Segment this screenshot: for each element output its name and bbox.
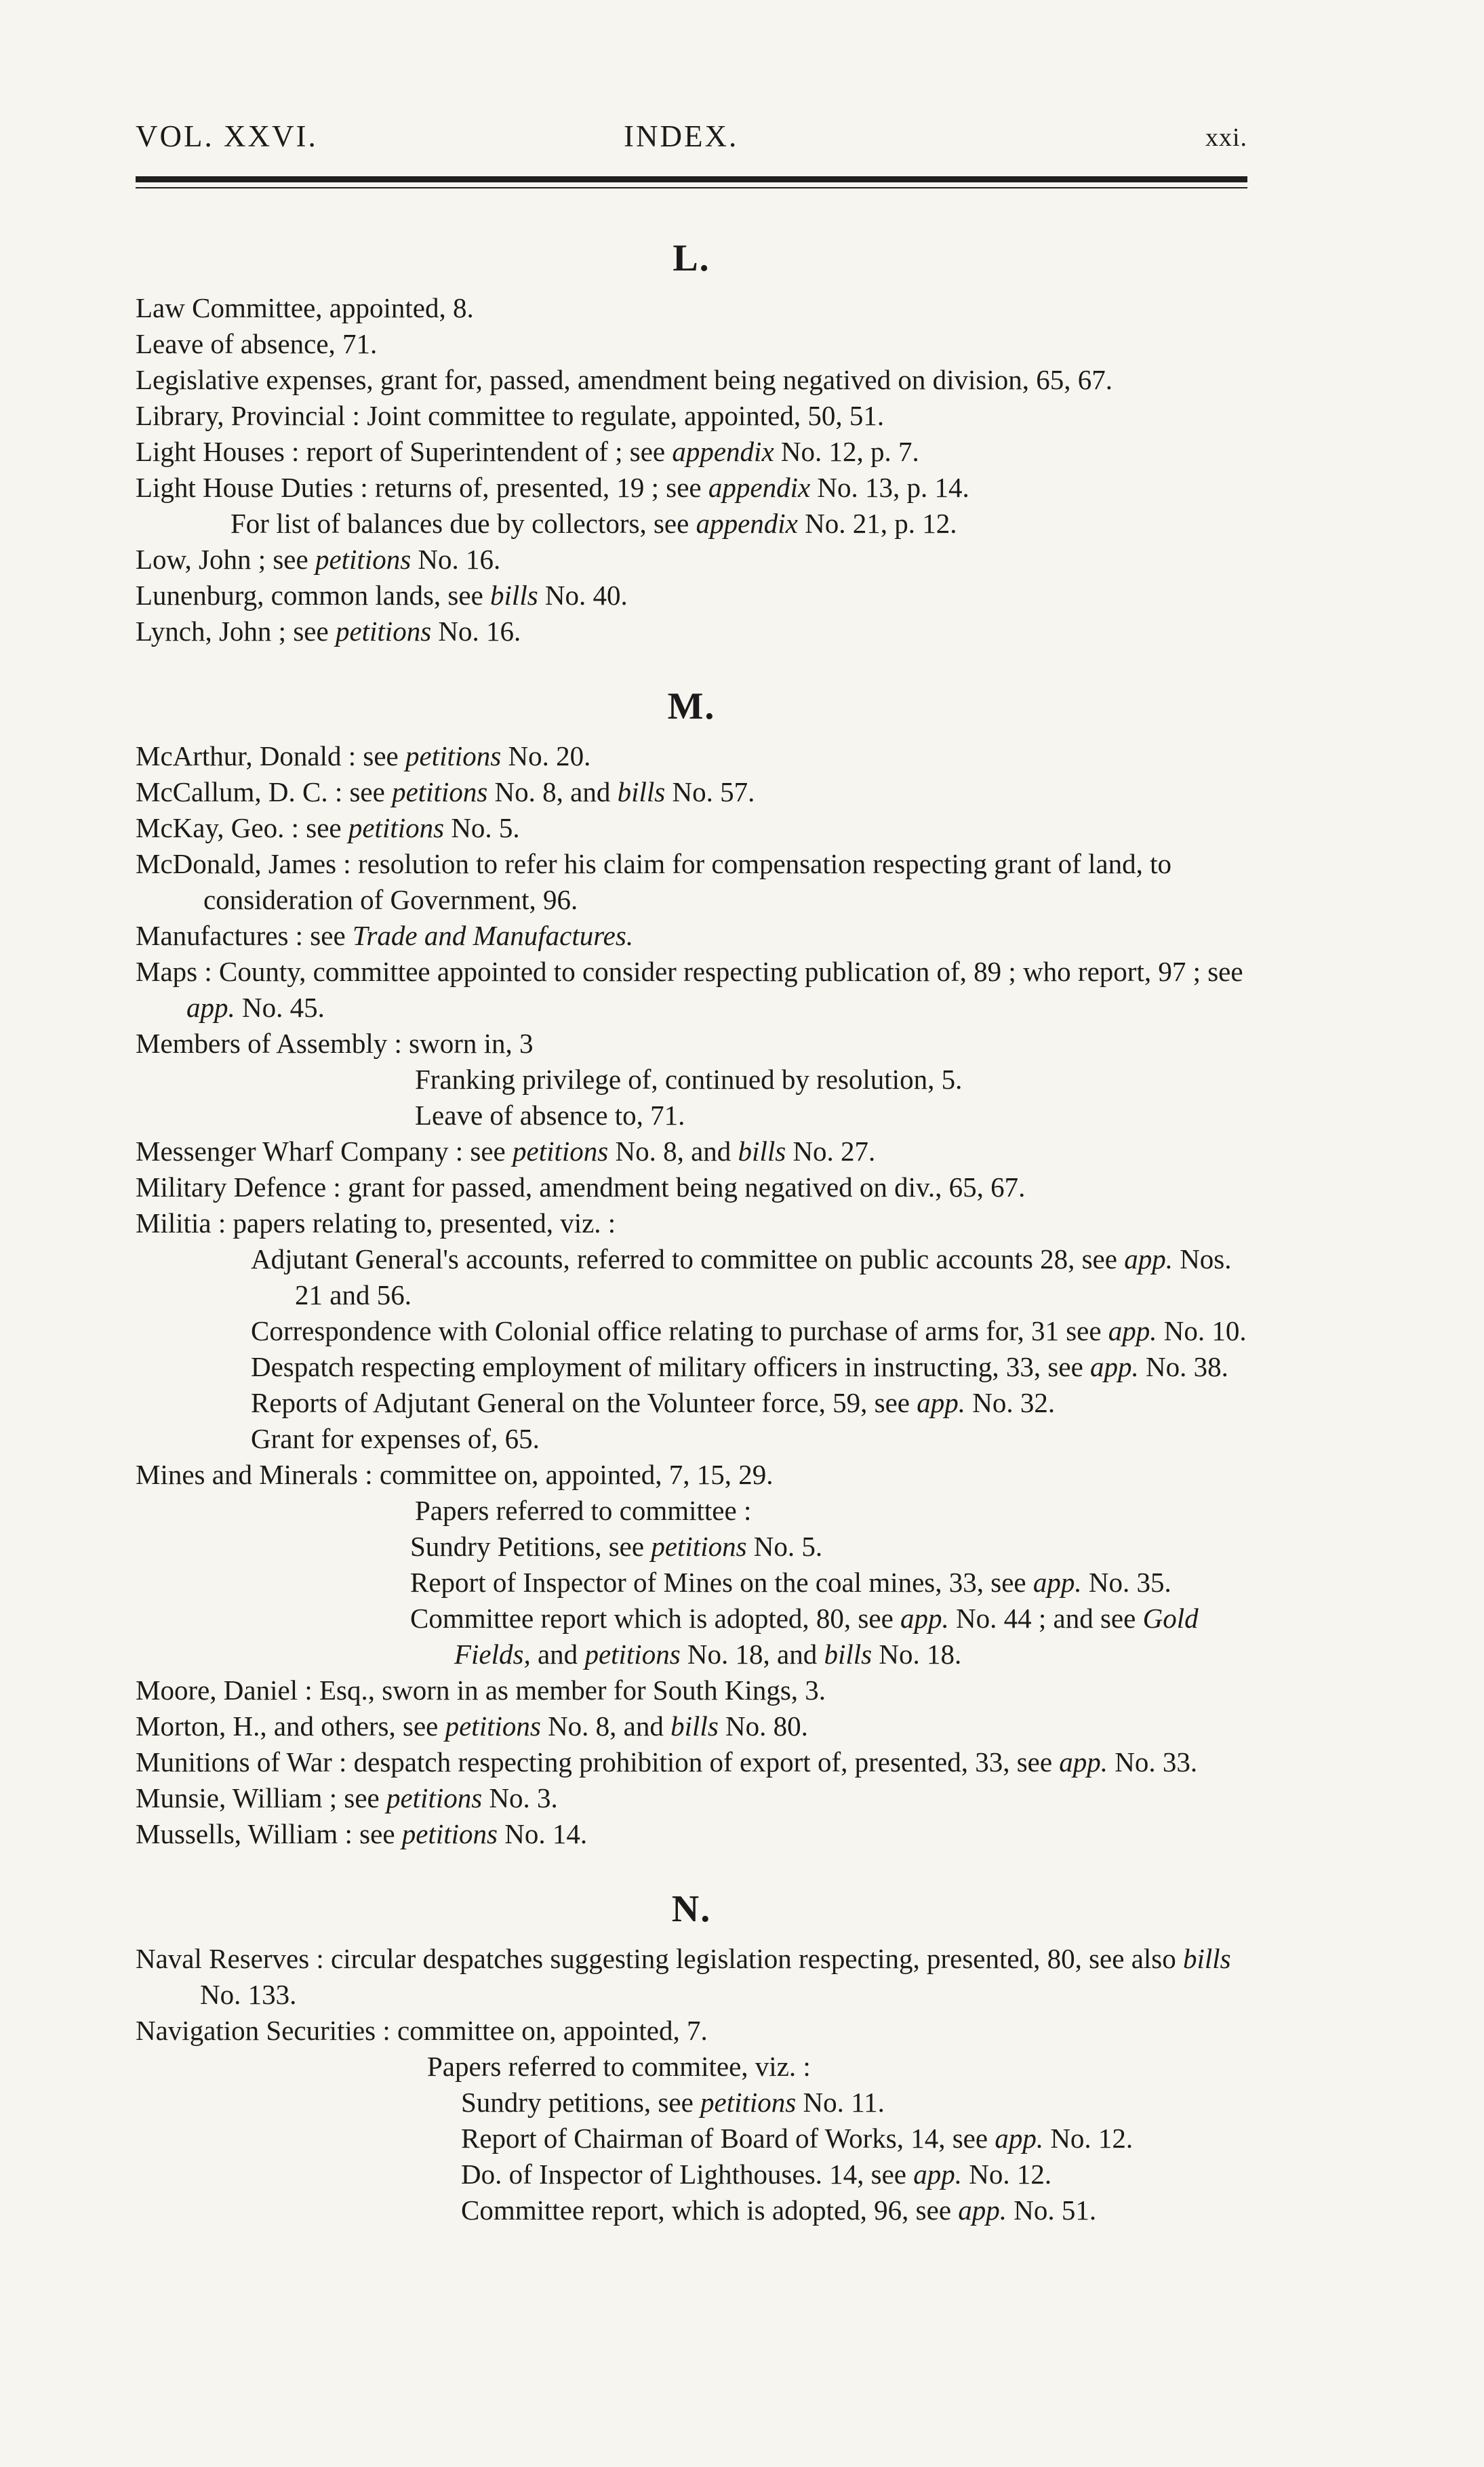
index-entry: Morton, H., and others, see petitions No. 8, and bills No. 80.	[136, 1710, 808, 1742]
index-subentry: Despatch respecting employment of military officers in instructing, 33, see app. No. 38.	[251, 1351, 1228, 1382]
volume-label: VOL. XXVI.	[136, 119, 318, 153]
section-heading-n: N.	[671, 1888, 712, 1930]
index-entry: Light House Duties : returns of, presented, 19 ; see appendix No. 13, p. 14.	[136, 472, 969, 503]
page-title: INDEX.	[624, 119, 739, 153]
index-subentry: Correspondence with Colonial office relating to purchase of arms for, 31 see app. No. 10.	[251, 1315, 1247, 1346]
page-number: xxi.	[1205, 123, 1247, 152]
index-entry: Military Defence : grant for passed, amendment being negatived on div., 65, 67.	[136, 1171, 1026, 1203]
index-entry: Members of Assembly : sworn in, 3	[136, 1028, 534, 1059]
header-rule-thin	[136, 187, 1247, 188]
index-subentry: Leave of absence to, 71.	[415, 1100, 685, 1131]
index-entry: Munitions of War : despatch respecting prohibition of export of, presented, 33, see app. No. 33.	[136, 1746, 1198, 1778]
index-subentry: Adjutant General's accounts, referred to committee on public accounts 28, see app. Nos. 21 and 56.	[251, 1243, 1232, 1310]
page-header	[136, 119, 1247, 159]
index-subentry: Report of Chairman of Board of Works, 14, see app. No. 12.	[461, 2123, 1134, 2154]
index-entry: Naval Reserves : circular despatches suggesting legislation respecting, presented, 80, see also bills No. 133.	[136, 1943, 1231, 2010]
index-entry: Navigation Securities : committee on, appointed, 7.	[136, 2015, 708, 2046]
index-entry: Leave of absence, 71.	[136, 328, 378, 359]
index-entry: Munsie, William ; see petitions No. 3.	[136, 1782, 558, 1813]
index-entry: Manufactures : see Trade and Manufactures.	[136, 920, 634, 951]
index-subentry: Papers referred to committee :	[415, 1495, 752, 1526]
index-entry: McDonald, James : resolution to refer his claim for compensation respecting grant of land, to consideration of Government, 96.	[136, 848, 1171, 915]
index-subentry: Report of Inspector of Mines on the coal mines, 33, see app. No. 35.	[410, 1567, 1171, 1598]
index-entry: Militia : papers relating to, presented, viz. :	[136, 1207, 616, 1239]
index-entry: Low, John ; see petitions No. 16.	[136, 544, 501, 575]
index-entry: Messenger Wharf Company : see petitions No. 8, and bills No. 27.	[136, 1136, 876, 1167]
index-entry: Maps : County, committee appointed to consider respecting publication of, 89 ; who report, 97 ; see app. No. 45.	[136, 956, 1243, 1023]
index-subentry: Sundry Petitions, see petitions No. 5.	[410, 1531, 823, 1562]
index-entry: Lynch, John ; see petitions No. 16.	[136, 616, 521, 647]
section-heading-l: L.	[673, 237, 710, 279]
index-entry: Mussells, William : see petitions No. 14.	[136, 1818, 588, 1849]
index-subentry: Reports of Adjutant General on the Volunteer force, 59, see app. No. 32.	[251, 1387, 1056, 1418]
index-entry: McKay, Geo. : see petitions No. 5.	[136, 812, 520, 843]
header-rule-thick	[136, 176, 1247, 182]
index-entry: Mines and Minerals : committee on, appointed, 7, 15, 29.	[136, 1459, 774, 1490]
index-subentry: Committee report which is adopted, 80, see app. No. 44 ; and see Gold Fields, and petitions No. 18, and bills No. 18.	[410, 1603, 1199, 1670]
index-subentry: Committee report, which is adopted, 96, see app. No. 51.	[461, 2194, 1097, 2226]
index-entry: Legislative expenses, grant for, passed, amendment being negatived on division, 65, 67.	[136, 364, 1112, 395]
index-subentry: Sundry petitions, see petitions No. 11.	[461, 2087, 885, 2118]
index-entry: Moore, Daniel : Esq., sworn in as member for South Kings, 3.	[136, 1674, 826, 1706]
index-entry: Library, Provincial : Joint committee to regulate, appointed, 50, 51.	[136, 400, 885, 431]
index-subentry: Do. of Inspector of Lighthouses. 14, see app. No. 12.	[461, 2159, 1052, 2190]
index-subentry: For list of balances due by collectors, see appendix No. 21, p. 12.	[230, 508, 957, 539]
index-entry: McCallum, D. C. : see petitions No. 8, and bills No. 57.	[136, 776, 755, 807]
index-entry: Light Houses : report of Superintendent of ; see appendix No. 12, p. 7.	[136, 436, 919, 467]
index-subentry: Grant for expenses of, 65.	[251, 1423, 540, 1454]
index-entry: Law Committee, appointed, 8.	[136, 292, 474, 323]
section-heading-m: M.	[667, 685, 716, 727]
index-subentry: Franking privilege of, continued by resolution, 5.	[415, 1064, 963, 1095]
index-entry: McArthur, Donald : see petitions No. 20.	[136, 740, 591, 771]
index-subentry: Papers referred to commitee, viz. :	[427, 2051, 811, 2082]
index-content	[136, 227, 1247, 2228]
index-entry: Lunenburg, common lands, see bills No. 40.	[136, 580, 628, 611]
